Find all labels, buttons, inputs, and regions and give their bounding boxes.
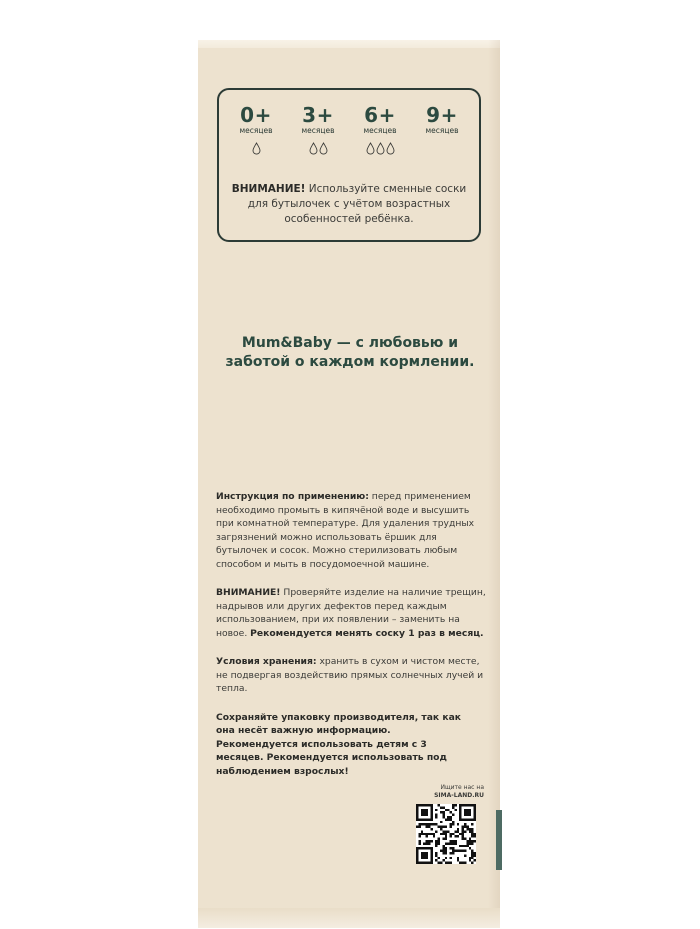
drop-outline-icon (366, 142, 375, 155)
instructions-block (216, 490, 488, 793)
brand-slogan: Mum&Baby — с любовью и заботой о каждом кормлении. (225, 335, 475, 370)
age-value: 6+ (364, 103, 396, 127)
age-unit: месяцев (425, 126, 459, 135)
box-edge-shadow (488, 40, 500, 928)
age-unit: месяцев (239, 126, 273, 135)
age-marker (228, 104, 284, 156)
age-unit: месяцев (301, 126, 335, 135)
flow-drops (352, 142, 408, 156)
replacement-warning (229, 182, 469, 227)
drop-outline-icon (319, 142, 328, 155)
age-value: 0+ (240, 103, 272, 127)
drop-outline-icon (252, 142, 261, 155)
box-side-flap (496, 810, 502, 870)
drop-outline-icon (386, 142, 395, 155)
age-value: 3+ (302, 103, 334, 127)
storage-text: хранить в сухом и чистом месте, не подвергая воздействию прямых солнечных лучей и тепла. (216, 656, 484, 694)
usage-text: перед применением необходимо промыть в кипячёной воде и высушить при комнатной температуре. Для удаления трудных загрязнений можно использовать ёршик для бутылочек и сосок. Можно стерилизовать любым способом и мыть в посудомоечной машине. (216, 491, 475, 570)
age-marker (290, 104, 346, 156)
flow-drops (290, 142, 346, 156)
age-marker (414, 104, 470, 156)
age-marker (352, 104, 408, 156)
storage-conditions (216, 655, 488, 696)
warning-label: ВНИМАНИЕ! (231, 183, 306, 195)
warning-text: Используйте сменные соски для бутылочек с учётом возрастных особенностей ребёнка. (247, 183, 467, 225)
flow-drops (414, 142, 470, 156)
age-value: 9+ (426, 103, 458, 127)
storage-label: Условия хранения: (216, 656, 317, 667)
attention-bold-tail: Рекомендуется менять соску 1 раз в месяц. (250, 627, 484, 639)
qr-block (408, 784, 484, 868)
qr-caption-line: Ищите нас на (440, 784, 484, 791)
qr-site: SIMA-LAND.RU (434, 791, 484, 799)
box-bottom-edge (198, 908, 500, 928)
attention-label: ВНИМАНИЕ! (216, 587, 281, 598)
keep-package-text: Сохраняйте упаковку производителя, так как она несёт важную информацию. Рекомендуется использовать детям с 3 месяцев. Рекомендуется использовать под наблюдением взрослых! (216, 711, 462, 777)
flow-drops (228, 142, 284, 156)
qr-code[interactable] (416, 804, 476, 864)
usage-instructions (216, 490, 488, 571)
attention-notice (216, 586, 488, 640)
qr-caption (408, 784, 484, 799)
age-guide-panel (217, 88, 481, 242)
keep-package-notice (216, 711, 472, 779)
usage-label: Инструкция по применению: (216, 491, 369, 502)
age-unit: месяцев (363, 126, 397, 135)
age-row (219, 104, 479, 156)
drop-outline-icon (309, 142, 318, 155)
attention-text: Проверяйте изделие на наличие трещин, надрывов или других дефектов перед каждым использованием, при их появлении – заменить на новое. (216, 587, 486, 639)
drop-outline-icon (376, 142, 385, 155)
